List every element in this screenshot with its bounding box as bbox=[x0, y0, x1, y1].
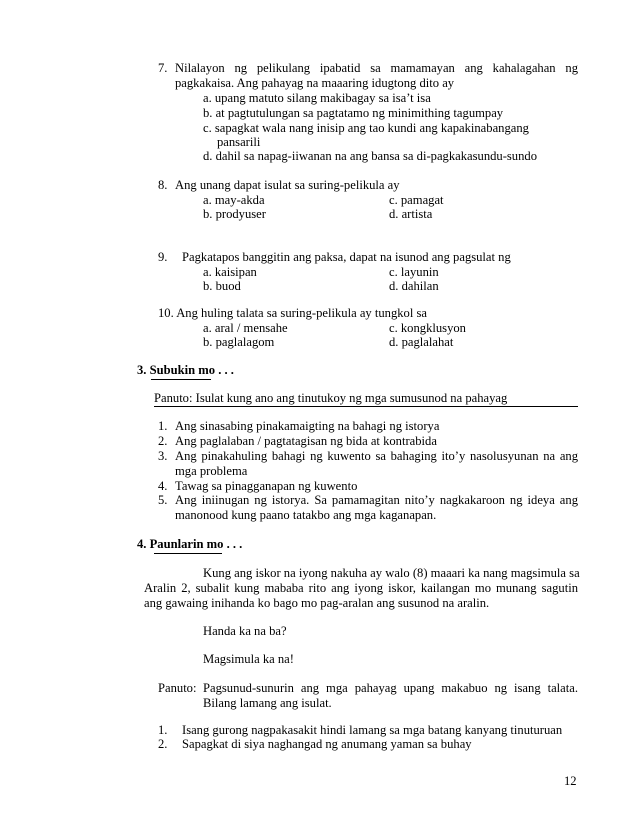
s3-item1-number: 1. bbox=[158, 419, 168, 433]
s3-item4-text: Tawag sa pinagganapan ng kuwento bbox=[175, 479, 358, 493]
q10-option-d: d. paglalahat bbox=[389, 335, 454, 349]
q10-option-c: c. kongklusyon bbox=[389, 321, 466, 335]
q7-option-b: b. at pagtutulungan sa pagtatamo ng minimithing tagumpay bbox=[203, 106, 504, 120]
s3-item5-text: Ang iniinugan ng istorya. Sa pamamagitan nito’y nagkakaroon ng ideya ang bbox=[175, 493, 578, 507]
section4-paragraph-line2: Aralin 2, subalit kung mababa rito ang iyong iskor, kailangan mo munang sagutin bbox=[144, 581, 578, 595]
q7-option-c: c. sapagkat wala nang inisip ang tao kundi ang kapakinabangang bbox=[203, 121, 529, 135]
section4-instructions-label: Panuto: bbox=[158, 681, 197, 695]
q7-text-line2: pagkakaisa. Ang pahayag na maaaring idugtong dito ay bbox=[175, 76, 455, 90]
q8-option-b: b. prodyuser bbox=[203, 207, 266, 221]
q10-text: 10. Ang huling talata sa suring-pelikula ay tungkol sa bbox=[158, 306, 427, 320]
q7-option-c-cont: pansarili bbox=[217, 135, 261, 149]
q10-option-b: b. paglalagom bbox=[203, 335, 275, 349]
section3-heading: 3. Subukin mo . . . bbox=[137, 363, 234, 377]
s3-item5-text-cont: manonood kung paano tatakbo ang mga kaganapan. bbox=[175, 508, 437, 522]
q9-text: Pagkatapos banggitin ang paksa, dapat na isunod ang pagsulat ng bbox=[182, 250, 511, 264]
q9-option-a: a. kaisipan bbox=[203, 265, 257, 279]
q8-option-c: c. pamagat bbox=[389, 193, 444, 207]
q10-option-a: a. aral / mensahe bbox=[203, 321, 288, 335]
s4-item1-number: 1. bbox=[158, 723, 168, 737]
q7-option-a: a. upang matuto silang makibagay sa isa’t isa bbox=[203, 91, 431, 105]
q8-option-a: a. may-akda bbox=[203, 193, 265, 207]
section4-ready-question: Handa ka na ba? bbox=[203, 624, 287, 638]
q8-number: 8. bbox=[158, 178, 168, 192]
section3-heading-underline bbox=[151, 379, 211, 380]
section3-instructions-underline bbox=[154, 406, 578, 407]
s3-item3-number: 3. bbox=[158, 449, 168, 463]
page-number: 12 bbox=[564, 774, 577, 788]
s3-item2-text: Ang paglalaban / pagtatagisan ng bida at kontrabida bbox=[175, 434, 437, 448]
section4-paragraph-line1: Kung ang iskor na iyong nakuha ay walo (8) maaari ka nang magsimula sa bbox=[203, 566, 580, 580]
s3-item3-text: Ang pinakahuling bahagi ng kuwento sa bahaging ito’y nasolusyunan na ang bbox=[175, 449, 578, 463]
s3-item1-text: Ang sinasabing pinakamaigting na bahagi ng istorya bbox=[175, 419, 440, 433]
s3-item5-number: 5. bbox=[158, 493, 168, 507]
section4-heading-underline bbox=[154, 553, 222, 554]
section4-heading: 4. Paunlarin mo . . . bbox=[137, 537, 243, 551]
s3-item3-text-cont: mga problema bbox=[175, 464, 248, 478]
q9-number: 9. bbox=[158, 250, 168, 264]
q9-option-c: c. layunin bbox=[389, 265, 439, 279]
q8-option-d: d. artista bbox=[389, 207, 433, 221]
s3-item2-number: 2. bbox=[158, 434, 168, 448]
q8-text: Ang unang dapat isulat sa suring-pelikula ay bbox=[175, 178, 400, 192]
q7-option-d: d. dahil sa napag-iiwanan na ang bansa sa di-pagkakasundu-sundo bbox=[203, 149, 537, 163]
section3-instructions: Panuto: Isulat kung ano ang tinutukoy ng mga sumusunod na pahayag bbox=[154, 391, 508, 405]
section4-start-prompt: Magsimula ka na! bbox=[203, 652, 294, 666]
q7-number: 7. bbox=[158, 61, 168, 75]
section4-paragraph-line3: ang gawaing inihanda ko bago mo pag-aralan ang susunod na aralin. bbox=[144, 596, 490, 610]
s4-item2-text: Sapagkat di siya naghangad ng anumang yaman sa buhay bbox=[182, 737, 472, 751]
s3-item4-number: 4. bbox=[158, 479, 168, 493]
q7-text-line1: Nilalayon ng pelikulang ipabatid sa mamamayan ang kahalagahan ng bbox=[175, 61, 578, 75]
section4-instructions-line1: Pagsunud-sunurin ang mga pahayag upang makabuo ng isang talata. bbox=[203, 681, 578, 695]
q9-option-b: b. buod bbox=[203, 279, 241, 293]
s4-item2-number: 2. bbox=[158, 737, 168, 751]
s4-item1-text: Isang gurong nagpakasakit hindi lamang sa mga batang kanyang tinuturuan bbox=[182, 723, 563, 737]
section4-instructions-line2: Bilang lamang ang isulat. bbox=[203, 696, 332, 710]
q9-option-d: d. dahilan bbox=[389, 279, 439, 293]
